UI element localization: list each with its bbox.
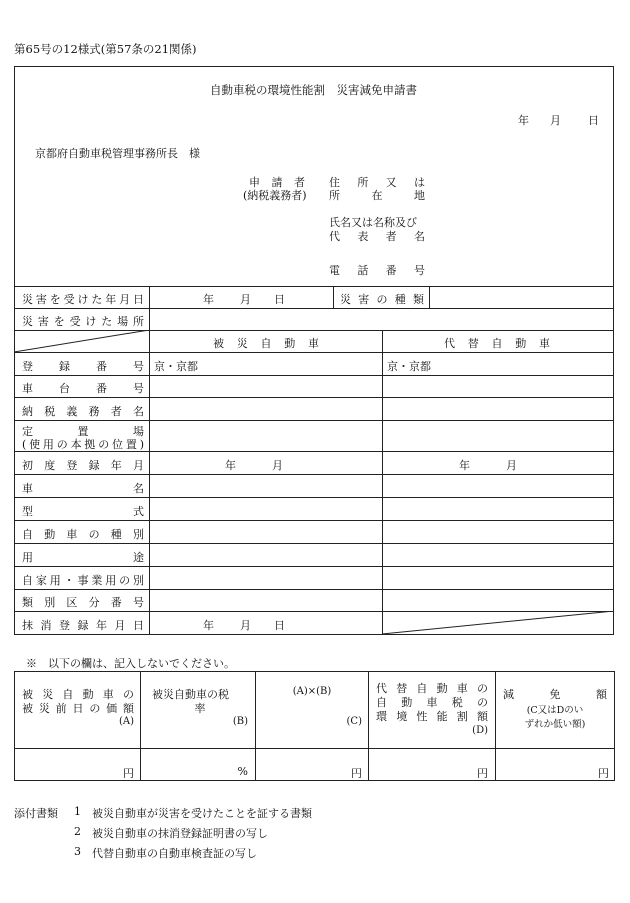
attachment-3-number: 3 — [74, 845, 81, 858]
damaged-first-reg-month: 月 — [272, 459, 283, 472]
rule — [14, 397, 614, 398]
registration-number-label: 登録番号 — [22, 360, 144, 373]
product-label: (A)×(B) — [292, 686, 332, 697]
date-month-label: 月 — [550, 114, 561, 127]
disaster-date-year: 年 — [203, 293, 214, 306]
exemption-label-2: (C又はDのい — [526, 705, 584, 716]
attachment-1-number: 1 — [74, 805, 81, 818]
disaster-place-label: 災害を受けた場所 — [22, 315, 144, 328]
prevalue-label-1: 被災自動車の — [22, 688, 134, 701]
first-registration-label: 初度登録年月 — [22, 459, 144, 472]
product-tag: (C) — [346, 716, 362, 727]
vehicle-type-label: 自動車の種別 — [22, 528, 144, 541]
prevalue-unit: 円 — [123, 767, 134, 780]
chassis-number-label: 車台番号 — [22, 382, 144, 395]
cancellation-month: 月 — [240, 619, 251, 632]
exemption-unit: 円 — [598, 767, 609, 780]
rule — [14, 543, 614, 544]
attachment-1-text: 被災自動車が災害を受けたことを証する書類 — [92, 807, 312, 820]
tax-rate-label-2: 率 — [194, 702, 206, 715]
damaged-registration-prefix: 京・京都 — [154, 360, 198, 373]
product-unit: 円 — [351, 767, 362, 780]
rule — [495, 671, 496, 781]
disaster-date-label: 災害を受けた年月日 — [22, 293, 144, 306]
applicant-label: 申請者 — [249, 176, 305, 189]
replacement-registration-prefix: 京・京都 — [387, 360, 431, 373]
cancellation-day: 日 — [274, 619, 285, 632]
phone-label: 電話番号 — [329, 264, 425, 277]
date-day-label: 日 — [588, 114, 599, 127]
attachment-2-number: 2 — [74, 825, 81, 838]
tax-rate-tag: (B) — [232, 716, 248, 727]
storage-place-label: 定置場 — [22, 425, 144, 438]
env-tax-label-3: 環境性能割額 — [376, 710, 488, 723]
storage-place-sublabel: (使用の本拠の位置) — [22, 438, 144, 451]
env-tax-label-1: 代替自動車の — [376, 682, 488, 695]
exemption-label-1: 減免額 — [503, 688, 607, 701]
cancellation-year: 年 — [203, 619, 214, 632]
rule — [14, 308, 614, 309]
rule — [14, 420, 614, 421]
form-number: 第65号の12様式(第57条の21関係) — [14, 42, 197, 56]
replacement-vehicle-header: 代替自動車 — [444, 337, 550, 350]
cancellation-date-label: 抹消登録年月日 — [22, 619, 144, 632]
name-label-1: 氏名又は名称及び — [329, 216, 417, 229]
rule — [14, 748, 615, 749]
taxpayer-label: (納税義務者) — [243, 189, 307, 202]
rule — [333, 286, 334, 308]
env-tax-tag: (D) — [472, 725, 488, 736]
address-label-2: 所在地 — [329, 189, 425, 202]
rule — [14, 375, 614, 376]
rule — [140, 671, 141, 781]
prevalue-tag: (A) — [118, 716, 134, 727]
form-title: 自動車税の環境性能割 災害減免申請書 — [210, 83, 417, 97]
rule — [14, 566, 614, 567]
replacement-first-reg-year: 年 — [459, 459, 470, 472]
disaster-date-day: 日 — [274, 293, 285, 306]
disaster-type-label: 災害の種類 — [340, 293, 424, 306]
usage-label: 用途 — [22, 551, 144, 564]
vehicle-name-label: 車名 — [22, 482, 144, 495]
rule — [14, 286, 614, 287]
rule — [14, 589, 614, 590]
header-diagonal — [14, 330, 150, 353]
rule — [429, 286, 430, 308]
address-label-1: 住所又は — [329, 176, 425, 189]
rule — [14, 520, 614, 521]
env-tax-label-2: 自動車税の — [376, 696, 488, 709]
rule — [14, 497, 614, 498]
cancel-diagonal — [382, 611, 615, 635]
private-business-label: 自家用・事業用の別 — [22, 574, 144, 587]
addressee: 京都府自動車税管理事務所長 様 — [35, 147, 200, 160]
classification-number-label: 類別区分番号 — [22, 596, 144, 609]
replacement-first-reg-month: 月 — [506, 459, 517, 472]
damaged-first-reg-year: 年 — [225, 459, 236, 472]
attachment-2-text: 被災自動車の抹消登録証明書の写し — [92, 827, 268, 840]
rule — [14, 474, 614, 475]
taxpayer-name-label: 納税義務者名 — [22, 405, 144, 418]
name-label-2: 代表者名 — [329, 230, 425, 243]
tax-rate-label-1: 被災自動車の税 — [152, 688, 229, 701]
rule — [368, 671, 369, 781]
env-tax-unit: 円 — [477, 767, 488, 780]
attachments-label: 添付書類 — [14, 807, 58, 820]
date-year-label: 年 — [518, 114, 529, 127]
attachment-3-text: 代替自動車の自動車検査証の写し — [92, 847, 257, 860]
rule — [255, 671, 256, 781]
tax-rate-unit: % — [237, 765, 248, 778]
rule — [382, 330, 383, 635]
disaster-date-month: 月 — [240, 293, 251, 306]
exemption-label-3: ずれか低い額) — [524, 719, 586, 730]
prevalue-label-2: 被災前日の価額 — [22, 702, 134, 715]
damaged-vehicle-header: 被災自動車 — [213, 337, 319, 350]
model-label: 型式 — [22, 505, 144, 518]
office-use-note: ※ 以下の欄は、記入しないでください。 — [26, 657, 235, 670]
